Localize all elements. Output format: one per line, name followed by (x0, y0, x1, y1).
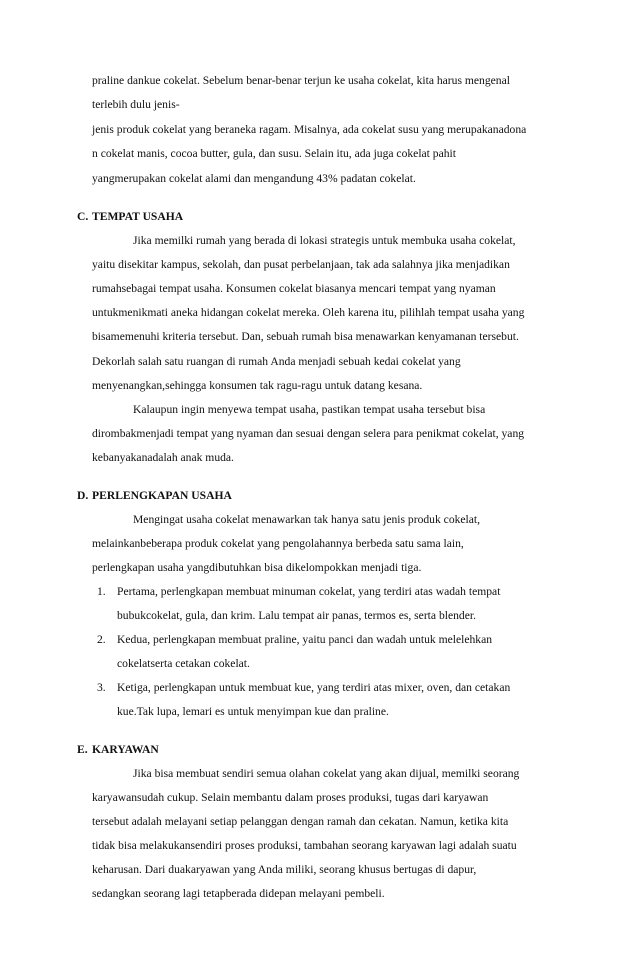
section-c-letter: C. (77, 210, 89, 223)
list-item-2-line-1: Kedua, perlengkapan membuat praline, yaitu panci dan wadah untuk melelehkan (117, 633, 493, 646)
section-e-line-1: Jika bisa membuat sendiri semua olahan cokelat yang akan dijual, memilki seorang (133, 767, 520, 780)
section-e-title: KARYAWAN (92, 743, 159, 756)
section-d-line-1: Mengingat usaha cokelat menawarkan tak hanya satu jenis produk cokelat, (133, 513, 481, 526)
list-number-1: 1. (97, 585, 106, 598)
section-c-line-3: rumahsebagai tempat usaha. Konsumen cokelat biasanya mencari tempat yang nyaman (92, 282, 496, 295)
section-e-line-2: karyawansudah cukup. Selain membantu dalam proses produksi, tugas dari karyawan (92, 791, 489, 804)
intro-line-3: jenis produk cokelat yang beraneka ragam. Misalnya, ada cokelat susu yang merupakanadona (92, 123, 527, 136)
section-c-line-2: yaitu disekitar kampus, sekolah, dan pusat perbelanjaan, tak ada salahnya jika menjadikan (92, 258, 510, 271)
list-item-1-line-1: Pertama, perlengkapan membuat minuman cokelat, yang terdiri atas wadah tempat (117, 585, 501, 598)
list-item-3-line-1: Ketiga, perlengkapan untuk membuat kue, yang terdiri atas mixer, oven, dan cetakan (117, 681, 511, 694)
intro-line-4: n cokelat manis, cocoa butter, gula, dan susu. Selain itu, ada juga cokelat pahit (92, 147, 456, 160)
section-d-heading (77, 489, 232, 503)
section-e-letter: E. (77, 743, 88, 756)
section-c-line-1: Jika memilki rumah yang berada di lokasi strategis untuk membuka usaha cokelat, (133, 234, 516, 247)
list-number-2: 2. (97, 633, 106, 646)
intro-line-1: praline dankue cokelat. Sebelum benar-benar terjun ke usaha cokelat, kita harus mengenal (92, 74, 510, 87)
section-c-line-7: menyenangkan,sehingga konsumen tak ragu-ragu untuk datang kesana. (92, 379, 423, 392)
section-c-line-10: kebanyakanadalah anak muda. (92, 451, 234, 464)
intro-line-2: terlebih dulu jenis- (92, 98, 180, 111)
section-e-line-4: tidak bisa melakukansendiri proses produksi, tambahan seorang karyawan lagi adalah suatu (92, 839, 517, 852)
section-c-title: TEMPAT USAHA (92, 210, 184, 223)
section-d-line-3: perlengkapan usaha yangdibutuhkan bisa dikelompokkan menjadi tiga. (92, 561, 422, 574)
section-d-line-2: melainkanbeberapa produk cokelat yang pengolahannya berbeda satu sama lain, (92, 537, 464, 550)
section-c-heading (77, 210, 183, 224)
list-item-3-line-2: kue.Tak lupa, lemari es untuk menyimpan kue dan praline. (117, 705, 389, 718)
section-e-line-6: sedangkan seorang lagi tetapberada didepan melayani pembeli. (92, 887, 385, 900)
section-d-letter: D. (77, 489, 89, 502)
section-c-line-4: untukmenikmati aneka hidangan cokelat mereka. Oleh karena itu, pilihlah tempat usaha yang (92, 306, 525, 319)
list-item-1-line-2: bubukcokelat, gula, dan krim. Lalu tempat air panas, termos es, serta blender. (117, 609, 476, 622)
section-c-line-6: Dekorlah salah satu ruangan di rumah Anda menjadi sebuah kedai cokelat yang (92, 355, 461, 368)
intro-line-5: yangmerupakan cokelat alami dan mengandung 43% padatan cokelat. (92, 172, 416, 185)
list-item-2-line-2: cokelatserta cetakan cokelat. (117, 657, 250, 670)
section-c-line-9: dirombakmenjadi tempat yang nyaman dan sesuai dengan selera para penikmat cokelat, yang (92, 427, 525, 440)
section-e-line-5: keharusan. Dari duakaryawan yang Anda miliki, seorang khusus bertugas di dapur, (92, 863, 477, 876)
section-d-title: PERLENGKAPAN USAHA (92, 489, 232, 502)
list-number-3: 3. (97, 681, 106, 694)
section-c-line-5: bisamemenuhi kriteria tersebut. Dan, sebuah rumah bisa menawarkan kenyamanan tersebut. (92, 330, 519, 343)
section-e-heading (77, 743, 159, 757)
section-c-line-8: Kalaupun ingin menyewa tempat usaha, pastikan tempat usaha tersebut bisa (133, 403, 486, 416)
section-e-line-3: tersebut adalah melayani setiap pelanggan dengan ramah dan cekatan. Namun, ketika kita (92, 815, 509, 828)
